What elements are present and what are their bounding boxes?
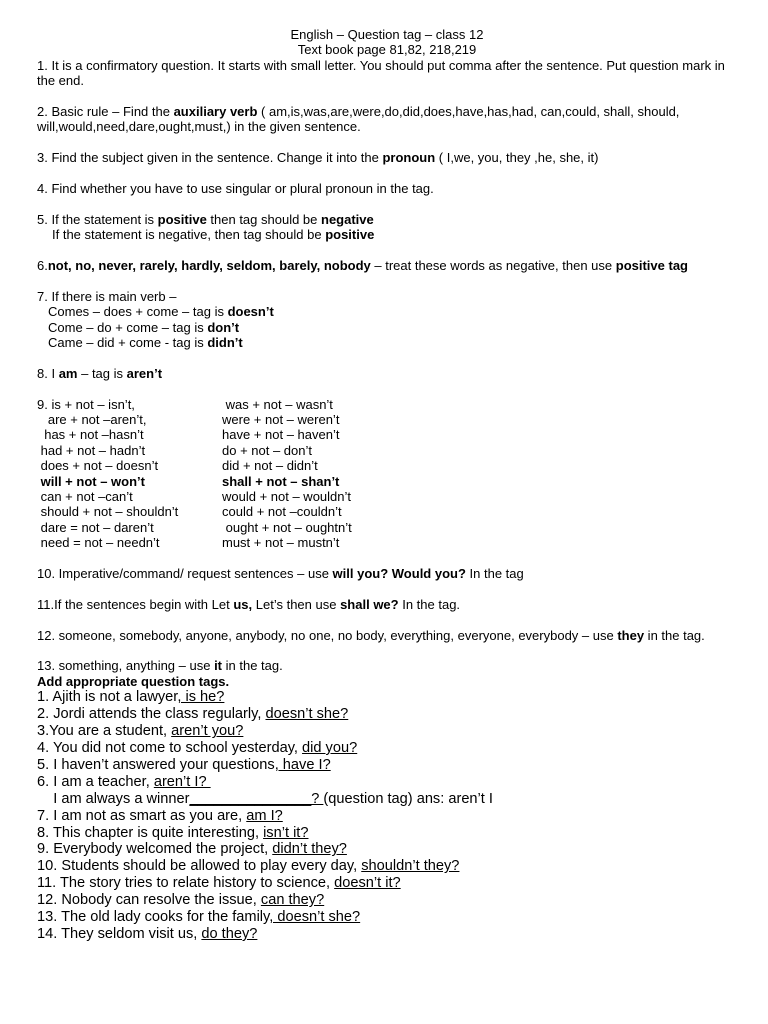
exercise-item — [37, 841, 737, 858]
rule-8 — [37, 366, 737, 381]
exercise-answer-tag: didn’t they? — [272, 841, 347, 858]
contraction-left: has + not –hasn’t — [37, 427, 144, 443]
exercise-sentence: 14. They seldom visit us, — [37, 925, 202, 942]
rule-11-text-c: Let’s then use — [252, 596, 341, 612]
exercise-note: (question tag) ans: aren’t I — [323, 790, 493, 807]
rule-13-it: it — [214, 658, 223, 674]
contraction-right: could + not –couldn’t — [222, 504, 342, 520]
exercise-sentence: 12. Nobody can resolve the issue, — [37, 892, 261, 909]
exercise-item — [37, 689, 737, 706]
exercise-sentence: 13. The old lady cooks for the family — [37, 909, 270, 926]
rule-12-text-c: in the tag. — [644, 627, 705, 643]
rule-5-negative: negative — [321, 211, 374, 227]
exercise-answer-tag: , is he? — [177, 689, 225, 706]
rule-11-tag: shall we? — [340, 596, 399, 612]
exercise-sentence: 1. Ajith is not a lawyer — [37, 689, 178, 706]
exercise-item — [37, 808, 737, 825]
contraction-right: was + not – wasn’t — [222, 396, 333, 412]
rule-2-text-a: 2. Basic rule – Find the — [37, 104, 174, 120]
exercise-sentence: 11. The story tries to relate history to science, — [37, 875, 335, 892]
contraction-row — [37, 443, 352, 458]
exercise-item — [37, 825, 737, 842]
exercise-item — [37, 909, 737, 926]
rule-7-heading: 7. If there is main verb – — [37, 288, 177, 304]
rule-12 — [37, 628, 737, 643]
rule-6-negative-words: not, no, never, rarely, hardly, seldom, barely, nobody — [47, 258, 371, 274]
exercise-sentence: 9. Everybody welcomed the project, — [37, 841, 273, 858]
contraction-left: can + not –can’t — [37, 489, 133, 505]
rule-7-line-3-tag: didn’t — [207, 335, 243, 351]
exercise-answer-tag: aren’t you? — [171, 723, 244, 740]
exercise-answer-tag: doesn’t it? — [334, 875, 401, 892]
exercise-answer-tag: did you? — [302, 740, 358, 756]
contraction-row — [37, 520, 352, 535]
exercise-item — [37, 757, 737, 774]
contraction-row — [37, 489, 352, 504]
rule-10-text-c: In the tag — [465, 566, 524, 582]
rule-5-text-a: 5. If the statement is — [37, 211, 158, 227]
exercise-item — [37, 791, 737, 808]
contraction-left: had + not – hadn’t — [37, 442, 146, 458]
contraction-right: did + not – didn’t — [222, 458, 318, 474]
contraction-row — [37, 412, 352, 427]
rule-7-line-2 — [37, 320, 737, 335]
rule-13 — [37, 658, 737, 673]
exercise-sentence: 10. Students should be allowed to play every day, — [37, 858, 362, 875]
exercise-heading-text: Add appropriate question tags. — [37, 673, 230, 689]
exercise-sentence: I am always a winner — [37, 790, 190, 807]
rule-10-tags: will you? Would you? — [332, 566, 466, 582]
contraction-left: 9. is + not – isn’t, — [37, 396, 135, 412]
rule-5-text-e: If the statement is negative, then tag should be — [52, 227, 326, 243]
rule-11-us: us, — [233, 596, 253, 612]
rule-5-positive-2: positive — [325, 227, 375, 243]
exercise-answer-tag: shouldn’t they? — [361, 858, 460, 875]
contraction-right: would + not – wouldn’t — [222, 489, 352, 505]
contraction-left: need = not – needn’t — [37, 535, 160, 551]
exercise-item — [37, 926, 737, 943]
rule-6-text-c: – treat these words as negative, then use — [370, 258, 616, 274]
rule-7-line-1 — [37, 304, 737, 319]
exercise-item — [37, 723, 737, 740]
rule-7-line-1-text: Comes – does + come – tag is — [48, 304, 228, 320]
rule-2 — [37, 104, 737, 135]
contraction-row — [37, 474, 352, 489]
exercise-answer-tag: can they? — [260, 892, 325, 909]
rule-5 — [37, 212, 737, 227]
rule-12-text-a: 12. someone, somebody, anyone, anybody, no one, no body, everything, everyone, everybody – use — [37, 627, 618, 643]
rule-11-text-e: In the tag. — [398, 596, 461, 612]
rule-3 — [37, 150, 737, 165]
rule-13-text-a: 13. something, anything – use — [37, 658, 215, 674]
exercise-sentence: 4. You did not come to school yesterday, — [37, 740, 303, 756]
worksheet — [37, 27, 737, 943]
contraction-left: dare = not – daren’t — [37, 519, 154, 535]
exercise-sentence: 3.You are a student, — [37, 723, 172, 740]
rule-7-line-2-text: Come – do + come – tag is — [48, 319, 208, 335]
exercise-answer-tag: _______________? — [189, 790, 324, 807]
exercise-answer-tag: am I? — [246, 807, 283, 824]
exercise-sentence: 5. I haven’t answered your questions — [37, 756, 275, 773]
contraction-left: are + not –aren’t, — [37, 412, 147, 428]
rule-8-text-c: – tag is — [77, 365, 127, 381]
contraction-right: were + not – weren’t — [222, 412, 340, 428]
rule-10-text-a: 10. Imperative/command/ request sentences – use — [37, 566, 333, 582]
rule-2-text-c: ( am,is,was,are,were,do,did,does,have,has,had, can,could, shall, should, will,would,need,dare,ought,must,) in the given sentence. — [37, 104, 680, 135]
rule-5-text-c: then tag should be — [206, 211, 321, 227]
rule-11-text-a: 11.If the sentences begin with Let — [37, 596, 234, 612]
contraction-row — [37, 427, 352, 442]
rule-8-am: am — [58, 365, 78, 381]
exercise-list — [37, 689, 737, 943]
rule-7-line-1-tag: doesn’t — [227, 304, 274, 320]
rule-8-text-a: 8. I — [37, 365, 59, 381]
contraction-row — [37, 458, 352, 473]
exercise-answer-tag: do they? — [201, 925, 258, 942]
rule-11 — [37, 597, 737, 612]
rule-7-line-2-tag: don’t — [207, 319, 240, 335]
contraction-table — [37, 397, 352, 551]
rule-5-line-2 — [37, 227, 737, 242]
exercise-item — [37, 740, 737, 757]
exercise-heading — [37, 674, 737, 689]
rule-2-keyword: auxiliary verb — [173, 104, 258, 120]
contraction-left: should + not – shouldn’t — [37, 504, 179, 520]
exercise-answer-tag: , have I? — [274, 756, 331, 773]
exercise-item — [37, 774, 737, 791]
contraction-right: ought + not – oughtn’t — [222, 519, 352, 535]
contraction-right: shall + not – shan’t — [222, 473, 340, 489]
contraction-right: have + not – haven’t — [222, 427, 340, 443]
contraction-right: do + not – don’t — [222, 442, 312, 458]
rule-7-line-3 — [37, 335, 737, 350]
contraction-left: does + not – doesn’t — [37, 458, 159, 474]
rule-6 — [37, 258, 737, 273]
exercise-sentence: 2. Jordi attends the class regularly, — [37, 706, 266, 723]
rule-12-they: they — [617, 627, 645, 643]
exercise-item — [37, 858, 737, 875]
contraction-row — [37, 535, 352, 550]
rule-3-text-c: ( I,we, you, they ,he, she, it) — [435, 150, 599, 166]
rule-8-tag: aren’t — [126, 365, 163, 381]
rule-7-line-3-text: Came – did + come - tag is — [48, 335, 208, 351]
doc-subtitle: Text book page 81,82, 218,219 — [297, 42, 477, 58]
rule-6-positive-tag: positive tag — [615, 258, 688, 274]
contraction-row — [37, 397, 352, 412]
rule-5-positive: positive — [157, 211, 207, 227]
exercise-sentence: 8. This chapter is quite interesting, — [37, 824, 264, 841]
rule-4: 4. Find whether you have to use singular or plural pronoun in the tag. — [37, 181, 434, 197]
rule-10 — [37, 566, 737, 581]
contraction-right: must + not – mustn’t — [222, 535, 340, 551]
rule-3-keyword: pronoun — [382, 150, 436, 166]
exercise-item — [37, 706, 737, 723]
rule-13-text-c: in the tag. — [222, 658, 283, 674]
doc-title: English – Question tag – class 12 — [290, 27, 484, 42]
exercise-item — [37, 892, 737, 909]
exercise-answer-tag: doesn’t she? — [265, 706, 349, 723]
exercise-item — [37, 875, 737, 892]
exercise-answer-tag: isn’t it? — [263, 824, 309, 841]
contraction-row — [37, 504, 352, 519]
contraction-left: will + not – won’t — [37, 473, 145, 489]
exercise-answer-tag: aren’t I? — [153, 773, 211, 790]
exercise-sentence: 7. I am not as smart as you are, — [37, 807, 247, 824]
rule-1: 1. It is a confirmatory question. It starts with small letter. You should put comma after the sentence. Put question mark in the end. — [37, 57, 725, 89]
exercise-answer-tag: , doesn’t she? — [269, 909, 361, 926]
rule-6-number: 6. — [37, 258, 48, 274]
rule-3-text-a: 3. Find the subject given in the sentence. Change it into the — [37, 150, 383, 166]
exercise-sentence: 6. I am a teacher, — [37, 773, 154, 790]
